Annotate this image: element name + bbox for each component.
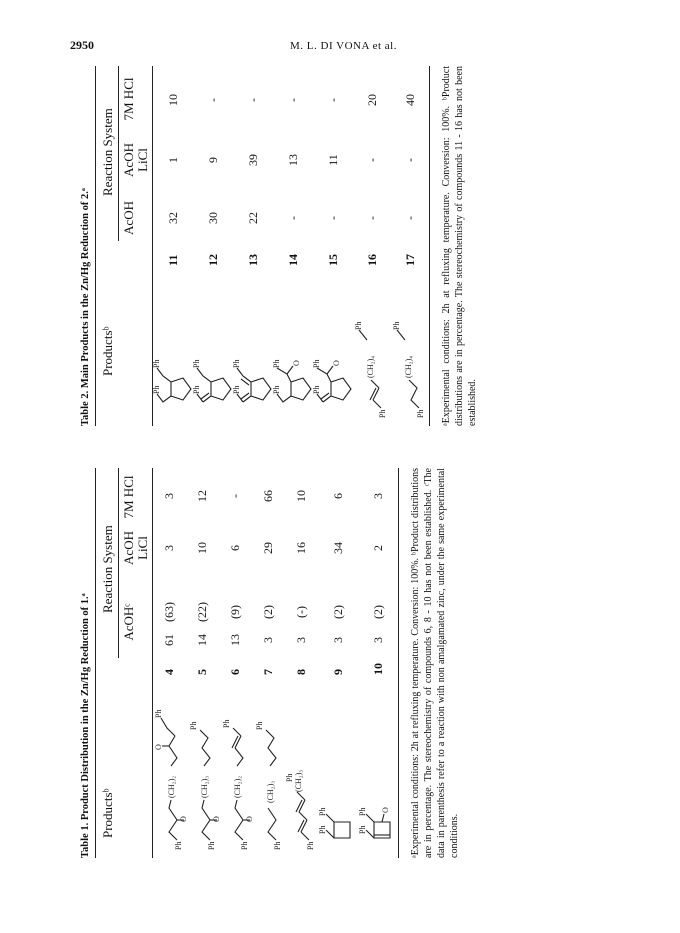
table-row: Ph Ph O 14 - 13 - <box>273 66 313 426</box>
svg-text:Ph: Ph <box>354 321 363 330</box>
table-row: Ph (CH₂)₃ Ph 8 3 (-) 16 10 <box>285 468 318 858</box>
svg-text:Ph: Ph <box>272 385 281 394</box>
table-2-caption: Table 2. Main Products in the Zn/Hg Reduction of 2.ᵃ <box>80 188 91 426</box>
structure-13 <box>233 276 273 426</box>
svg-text:(CH₂)₃: (CH₂)₃ <box>294 769 303 792</box>
running-head: M. L. DI VONA et al. <box>290 40 397 52</box>
svg-text:Ph: Ph <box>232 385 241 394</box>
svg-text:O: O <box>332 360 341 366</box>
svg-text:Ph: Ph <box>222 719 231 728</box>
structure-9 <box>318 698 358 858</box>
table-1-system-rule <box>118 468 119 658</box>
structure-16 <box>353 276 391 426</box>
svg-text:(CH₂)₃: (CH₂)₃ <box>200 775 209 798</box>
page-number: 2950 <box>70 38 94 52</box>
svg-text:O: O <box>381 807 390 813</box>
svg-text:Ph: Ph <box>154 709 163 718</box>
svg-text:Ph: Ph <box>255 721 264 730</box>
svg-text:Ph: Ph <box>192 359 201 368</box>
table-row: Ph (CH₂)₃ Ph 7 3 (2) 29 66 <box>252 468 285 858</box>
table-1-caption: Table 1. Product Distribution in the Zn/Hg Reduction of 1.ᵃ <box>80 593 91 858</box>
svg-text:O: O <box>179 816 188 822</box>
svg-text:O: O <box>154 744 163 750</box>
table-row: Ph Ph 12 30 9 - <box>193 66 233 426</box>
svg-text:Ph: Ph <box>416 409 425 418</box>
table-2-system-rule <box>118 66 119 241</box>
table-2-bottom-rule <box>429 66 430 426</box>
structure-6 <box>219 698 252 858</box>
table-row: Ph Ph O 15 - 11 - <box>313 66 353 426</box>
table-row: Ph (CH₂)₄ Ph 17 - - 40 <box>391 66 429 426</box>
svg-text:Ph: Ph <box>207 841 216 850</box>
structure-17 <box>391 276 429 426</box>
table-1 <box>80 468 461 858</box>
svg-text:(CH₂)₂: (CH₂)₂ <box>167 775 176 798</box>
svg-text:Ph: Ph <box>240 841 249 850</box>
table-1-col-acoh: AcOHᶜ <box>121 603 136 641</box>
table-row: Ph (CH₂)₄ Ph 16 - - 20 <box>353 66 391 426</box>
structure-12 <box>193 276 233 426</box>
svg-text:Ph: Ph <box>318 825 327 834</box>
table-1-header <box>96 468 152 858</box>
table-2-products-header: Productsᵇ <box>100 326 115 376</box>
svg-text:(CH₂)₄: (CH₂)₄ <box>404 355 413 378</box>
table-1-col-licl: AcOH LiCl <box>121 531 150 565</box>
svg-text:Ph: Ph <box>378 409 387 418</box>
svg-text:Ph: Ph <box>306 841 315 850</box>
structure-7 <box>252 698 285 858</box>
table-row: Ph Ph 9 3 (2) 34 6 <box>318 468 358 858</box>
svg-text:Ph: Ph <box>152 385 161 394</box>
structure-14 <box>273 276 313 426</box>
structure-8 <box>285 698 318 858</box>
table-row: Ph Ph O 10 3 (2) 2 3 <box>358 468 398 858</box>
table-2-system-header: Reaction System <box>100 108 115 196</box>
table-2-footnote: ᵃExperimental conditions: 2h at refluxing temperature. Conversion: 100%. ᵇProduct distributions are in percentage. The stereochemistry of compounds 11 - 16 has not been established. <box>441 66 478 426</box>
svg-text:(CH₂)₄: (CH₂)₄ <box>366 355 375 378</box>
svg-text:Ph: Ph <box>318 807 327 816</box>
table-2 <box>80 66 479 426</box>
structure-4 <box>153 698 186 858</box>
table-row: Ph Ph 11 32 1 10 <box>153 66 193 426</box>
svg-text:O: O <box>212 816 221 822</box>
svg-text:Ph: Ph <box>189 721 198 730</box>
table-1-system-header: Reaction System <box>100 525 115 613</box>
table-row: Ph O (CH₂)₂ Ph 6 13 (9) 6 - <box>219 468 252 858</box>
svg-text:Ph: Ph <box>273 841 282 850</box>
svg-text:Ph: Ph <box>312 359 321 368</box>
svg-text:Ph: Ph <box>232 359 241 368</box>
table-row: Ph Ph 13 22 39 - <box>233 66 273 426</box>
svg-text:O: O <box>292 360 301 366</box>
table-1-bottom-rule <box>398 468 399 858</box>
svg-text:O: O <box>245 816 254 822</box>
svg-text:Ph: Ph <box>285 773 294 782</box>
svg-text:Ph: Ph <box>312 385 321 394</box>
structure-11 <box>153 276 193 426</box>
table-1-col-hcl: 7M HCl <box>121 475 136 519</box>
table-2-header <box>96 66 152 426</box>
rotated-tables <box>80 58 600 858</box>
svg-text:Ph: Ph <box>174 841 183 850</box>
svg-text:(CH₂)₃: (CH₂)₃ <box>266 780 275 803</box>
structure-5 <box>186 698 219 858</box>
table-2-col-acoh: AcOH <box>121 201 136 235</box>
svg-text:Ph: Ph <box>272 359 281 368</box>
table-2-col-licl: AcOH LiCl <box>121 143 150 177</box>
table-row: Ph O (CH₂)₃ Ph 5 14 (22) 10 12 <box>186 468 219 858</box>
table-2-col-hcl: 7M HCl <box>121 77 136 121</box>
svg-text:Ph: Ph <box>358 825 367 834</box>
svg-text:Ph: Ph <box>152 359 161 368</box>
svg-text:Ph: Ph <box>392 321 401 330</box>
table-row: Ph O (CH₂)₂ O Ph 4 61 (63) 3 3 <box>153 468 186 858</box>
table-1-footnote: ᵃExperimental conditions: 2h at refluxing temperature. Conversion: 100%. ᵇProduct distributions are in percentage. The stereochemistry of compounds 6, 8 - 10 has not been established. ᶜThe data in parenthesis refer to a reaction with non amalgamated zinc, under the same experimental conditions. <box>410 468 460 858</box>
svg-text:Ph: Ph <box>358 807 367 816</box>
table-1-products-header: Productsᵇ <box>100 788 115 838</box>
svg-text:Ph: Ph <box>192 385 201 394</box>
svg-text:(CH₂)₂: (CH₂)₂ <box>233 775 242 798</box>
structure-15 <box>313 276 353 426</box>
structure-10 <box>358 698 398 858</box>
